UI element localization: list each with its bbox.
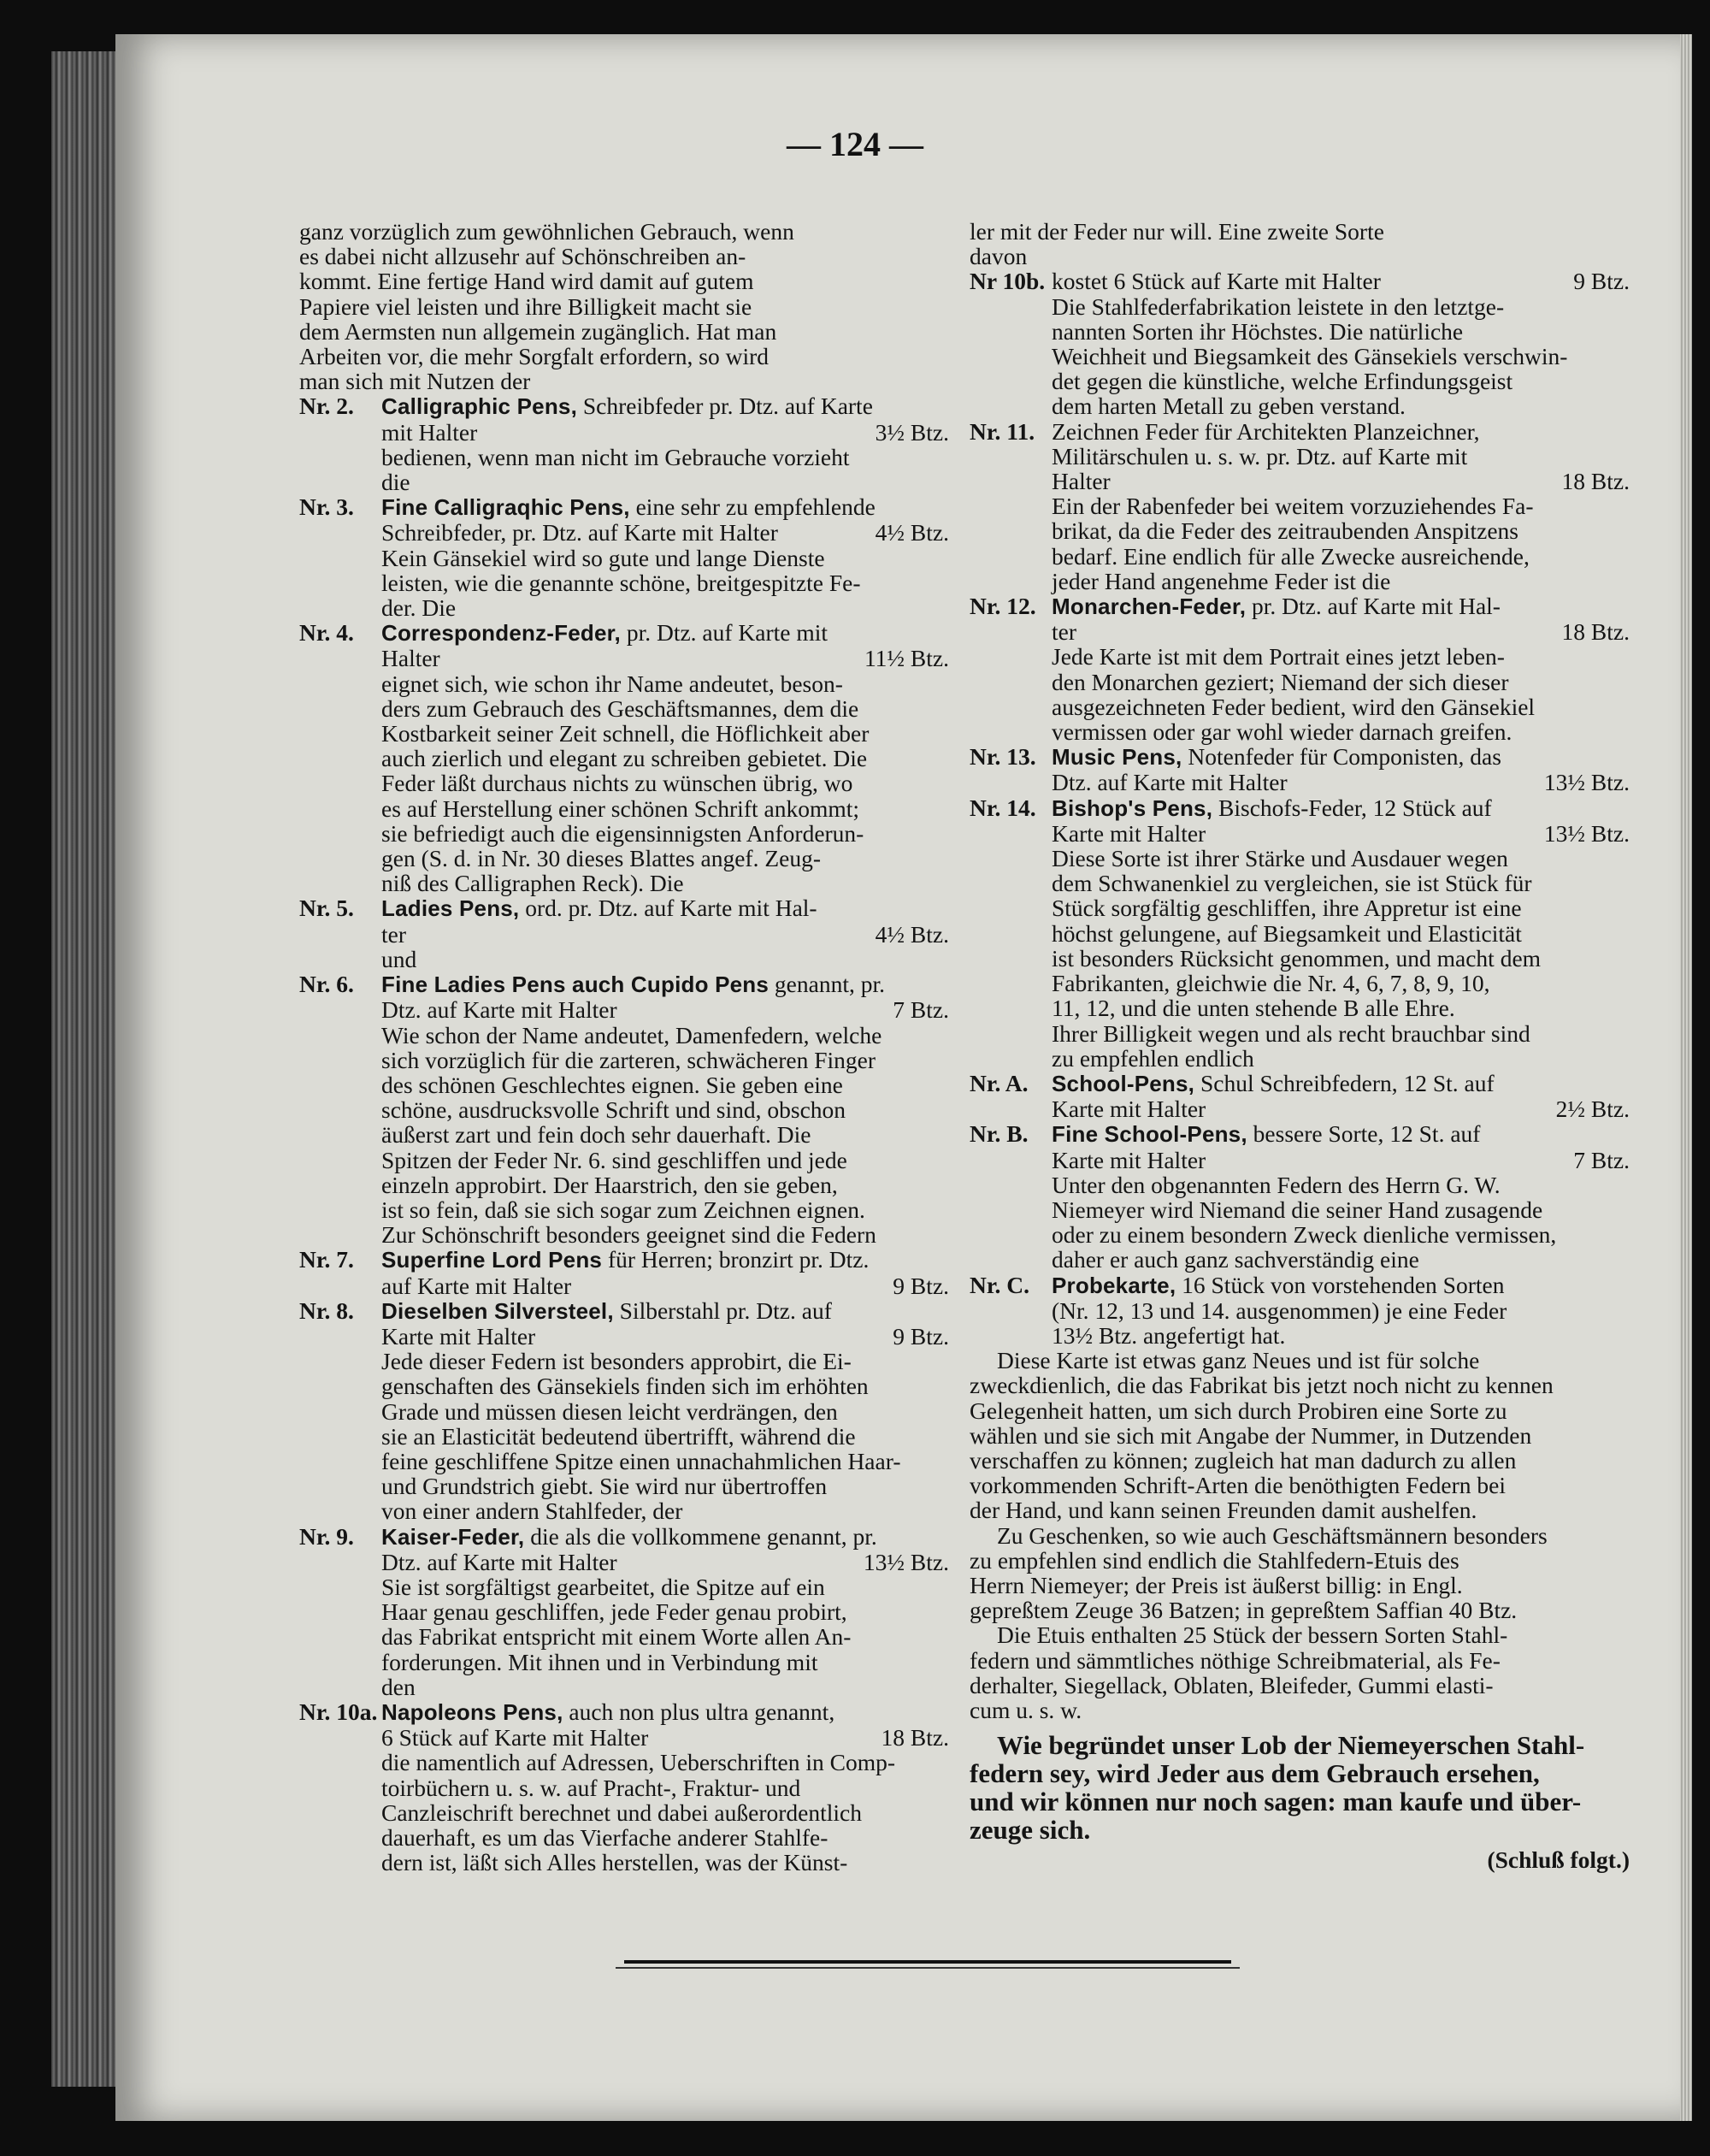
- text-line: leisten, wie die genannte schöne, breitgespitzte Fe-: [381, 569, 861, 596]
- price-label: Schreibfeder, pr. Dtz. auf Karte mit Halter: [381, 519, 778, 546]
- text-line: den Monarchen geziert; Niemand der sich dieser: [1052, 668, 1509, 695]
- paragraph: [970, 1622, 1630, 1722]
- price-line: [381, 997, 949, 1022]
- text-line: Ein der Rabenfeder bei weitem vorzuziehendes Fa-: [1052, 493, 1534, 520]
- text-line: ist so fein, daß sie sich sogar zum Zeichnen eignen.: [381, 1196, 865, 1223]
- footer-rule: [624, 1960, 1231, 1964]
- price-line: [381, 1725, 949, 1750]
- price-line: [1052, 1148, 1630, 1173]
- price-value: 4½ Btz.: [875, 519, 949, 546]
- price-entry: [970, 1273, 1630, 1349]
- price-value: 13½ Btz.: [1543, 769, 1630, 796]
- price-label: kostet 6 Stück auf Karte mit Halter: [1052, 268, 1381, 295]
- text-line: dem harten Metall zu geben verstand.: [1052, 393, 1406, 420]
- text-line: es dabei nicht allzusehr auf Schönschreiben an-: [299, 243, 746, 270]
- text-line: Feder läßt durchaus nichts zu wünschen übrig, wo: [381, 770, 853, 797]
- price-entry: [970, 594, 1630, 744]
- price-label: Karte mit Halter: [1052, 819, 1206, 847]
- entry-heading: [381, 620, 949, 646]
- text-line: ler mit der Feder nur will. Eine zweite Sorte: [970, 218, 1384, 245]
- price-line: [1052, 619, 1630, 644]
- price-label: Dtz. auf Karte mit Halter: [1052, 769, 1288, 796]
- product-name: Dieselben Silversteel,: [381, 1297, 614, 1324]
- text-line: Jede dieser Federn ist besonders approbirt, die Ei-: [381, 1348, 852, 1375]
- text-line: gen (S. d. in Nr. 30 dieses Blattes angef. Zeug-: [381, 845, 821, 872]
- product-name: Napoleons Pens,: [381, 1698, 563, 1725]
- price-entry: [299, 972, 949, 1247]
- price-value: 9 Btz.: [1573, 268, 1630, 295]
- text-line: nannten Sorten ihr Höchstes. Die natürliche: [1052, 317, 1464, 345]
- text-line: auch zierlich und elegant zu schreiben gebietet. Die: [381, 745, 868, 772]
- price-entry: [970, 1121, 1630, 1272]
- price-label: Karte mit Halter: [381, 1322, 536, 1350]
- text-block: [299, 219, 949, 393]
- left-column: [299, 219, 949, 1875]
- entry-heading: [381, 393, 949, 419]
- text-line: höchst gelungene, auf Biegsamkeit und Elasticität: [1052, 919, 1522, 947]
- text-line: der Hand, und kann seinen Freunden damit aushelfen.: [970, 1497, 1477, 1524]
- text-line: verschaffen zu können; zugleich hat man dadurch zu allen: [970, 1446, 1517, 1474]
- product-name: Kaiser-Feder,: [381, 1523, 525, 1550]
- entry-number: Nr. 10a.: [299, 1698, 378, 1725]
- continuation-note: (Schluß folgt.): [1487, 1846, 1630, 1874]
- footer-rule-thin: [616, 1967, 1240, 1969]
- product-name: Monarchen-Feder,: [1052, 594, 1247, 620]
- text-line: davon: [970, 243, 1028, 270]
- text-line: Sie ist sorgfältigst gearbeitet, die Spitze auf ein: [381, 1573, 825, 1600]
- text-line: schöne, ausdrucksvolle Schrift und sind, obschon: [381, 1096, 846, 1124]
- text-line: Grade und müssen diesen leicht verdrängen, den: [381, 1397, 838, 1425]
- text-line: eignet sich, wie schon ihr Name andeutet, beson-: [381, 670, 843, 697]
- text-line: sich vorzüglich für die zarteren, schwächeren Finger: [381, 1046, 876, 1073]
- price-entry: [299, 1699, 949, 1875]
- entry-heading: [1052, 594, 1630, 619]
- text-line: zu empfehlen sind endlich die Stahlfedern-Etuis des: [970, 1546, 1459, 1574]
- product-name: Correspondenz-Feder,: [381, 620, 621, 647]
- entry-desc: 16 Stück von vorstehenden Sorten: [1176, 1271, 1505, 1298]
- text-line: cum u. s. w.: [970, 1696, 1082, 1723]
- text-line: ganz vorzüglich zum gewöhnlichen Gebrauch, wenn: [299, 218, 794, 245]
- entry-number: Nr. B.: [970, 1120, 1029, 1148]
- right-column: [970, 219, 1630, 1872]
- entry-desc: bessere Sorte, 12 St. auf: [1247, 1120, 1481, 1148]
- price-label: Karte mit Halter: [1052, 1096, 1206, 1123]
- product-name: Music Pens,: [1052, 744, 1182, 771]
- text-line: Militärschulen u. s. w. pr. Dtz. auf Karte mit: [1052, 442, 1468, 470]
- price-value: 9 Btz.: [893, 1322, 949, 1350]
- entry-number: Nr 10b.: [970, 268, 1046, 295]
- entry-heading: [1052, 1071, 1630, 1096]
- text-line: die: [381, 469, 410, 496]
- price-line: [381, 1550, 949, 1574]
- product-name: Calligraphic Pens,: [381, 393, 578, 420]
- entry-heading: [381, 494, 949, 520]
- text-line: 11, 12, und die unten stehende B alle Ehre.: [1052, 995, 1455, 1022]
- text-line: brikat, da die Feder des zeitraubenden Anspitzens: [1052, 517, 1518, 545]
- text-block: [970, 219, 1630, 269]
- price-line: [381, 646, 949, 670]
- text-line: man sich mit Nutzen der: [299, 368, 531, 395]
- text-line: dem Schwanenkiel zu vergleichen, sie ist Stück für: [1052, 870, 1532, 897]
- text-line: niß des Calligraphen Reck). Die: [381, 870, 684, 897]
- price-line: [381, 420, 949, 445]
- price-value: 18 Btz.: [1561, 618, 1630, 646]
- price-value: 3½ Btz.: [875, 418, 949, 446]
- text-line: oder zu einem besondern Zweck dienliche vermissen,: [1052, 1221, 1557, 1249]
- entry-heading: [381, 1247, 949, 1273]
- entry-heading: [1052, 1121, 1630, 1147]
- text-line: Stück sorgfältig geschliffen, ihre Appretur ist eine: [1052, 895, 1522, 922]
- entry-number: Nr. 2.: [299, 393, 354, 420]
- text-line: Niemeyer wird Niemand die seiner Hand zusagende: [1052, 1196, 1543, 1223]
- price-line: [1052, 469, 1630, 493]
- text-line: derhalter, Siegellack, Oblaten, Bleifeder, Gummi elasti-: [970, 1671, 1494, 1698]
- page-number: — 124 —: [787, 125, 923, 163]
- entry-heading: [1052, 795, 1630, 821]
- entry-heading: [381, 1699, 949, 1725]
- text-line: Ihrer Billigkeit wegen und als recht brauchbar sind: [1052, 1019, 1530, 1047]
- entry-desc: die als die vollkommene genannt, pr.: [524, 1522, 877, 1550]
- price-entry: [970, 744, 1630, 794]
- text-line: zweckdienlich, die das Fabrikat bis jetzt noch nicht zu kennen: [970, 1372, 1554, 1399]
- text-line: (Nr. 12, 13 und 14. ausgenommen) je eine Feder: [1052, 1297, 1507, 1324]
- price-entry: [299, 1247, 949, 1297]
- product-name: Probekarte,: [1052, 1272, 1176, 1298]
- entry-number: Nr. 12.: [970, 593, 1036, 620]
- entry-desc: Notenfeder für Componisten, das: [1182, 743, 1501, 771]
- text-line: das Fabrikat entspricht mit einem Worte allen An-: [381, 1623, 852, 1651]
- text-line: zu empfehlen endlich: [1052, 1044, 1254, 1072]
- entry-number: Nr. 8.: [299, 1297, 354, 1324]
- text-line: daher er auch ganz sachverständig eine: [1052, 1246, 1419, 1273]
- text-line: Arbeiten vor, die mehr Sorgfalt erfordern, so wird: [299, 343, 769, 370]
- paragraph: [970, 1348, 1630, 1522]
- entry-number: Nr. 6.: [299, 971, 354, 998]
- text-line: Papiere viel leisten und ihre Billigkeit macht sie: [299, 292, 752, 320]
- text-line: dern ist, läßt sich Alles herstellen, was der Künst-: [381, 1849, 848, 1876]
- text-line: Weichheit und Biegsamkeit des Gänsekiels verschwin-: [1052, 343, 1568, 370]
- entry-heading: [1052, 419, 1630, 444]
- price-label: mit Halter: [381, 418, 478, 446]
- price-value: 7 Btz.: [893, 996, 949, 1024]
- text-line: Diese Karte ist etwas ganz Neues und ist für solche: [997, 1347, 1480, 1374]
- text-line: Unter den obgenannten Federn des Herrn G. W.: [1052, 1171, 1501, 1198]
- entry-desc: ord. pr. Dtz. auf Karte mit Hal-: [519, 895, 817, 922]
- price-entry: [970, 419, 1630, 594]
- text-line: ders zum Gebrauch des Geschäftsmannes, dem die: [381, 694, 859, 722]
- text-line: toirbüchern u. s. w. auf Pracht-, Fraktur- und: [381, 1774, 801, 1801]
- text-line: bedienen, wenn man nicht im Gebrauche vorzieht: [381, 443, 850, 470]
- price-label: 6 Stück auf Karte mit Halter: [381, 1724, 649, 1751]
- price-entry: [970, 1071, 1630, 1121]
- text-line: feine geschliffene Spitze einen unnachahmlichen Haar-: [381, 1447, 901, 1474]
- entry-desc: pr. Dtz. auf Karte mit: [620, 619, 828, 647]
- price-value: 2½ Btz.: [1555, 1096, 1630, 1123]
- text-line: es auf Herstellung einer schönen Schrift ankommt;: [381, 794, 860, 822]
- price-line: [381, 922, 949, 947]
- price-label: ter: [381, 920, 407, 948]
- product-name: Fine School-Pens,: [1052, 1121, 1247, 1148]
- entry-number: Nr. 5.: [299, 895, 354, 922]
- text-line: gepreßtem Zeuge 36 Batzen; in gepreßtem Saffian 40 Btz.: [970, 1597, 1518, 1624]
- price-line: [1052, 269, 1630, 293]
- text-line: des schönen Geschlechtes eignen. Sie geben eine: [381, 1071, 843, 1098]
- text-line: Canzleischrift berechnet und dabei außerordentlich: [381, 1799, 862, 1826]
- text-line: Fabrikanten, gleichwie die Nr. 4, 6, 7, 8, 9, 10,: [1052, 970, 1490, 997]
- entry-number: Nr. 7.: [299, 1246, 354, 1273]
- price-entry: [299, 1298, 949, 1524]
- entry-desc: Zeichnen Feder für Architekten Planzeichner,: [1052, 417, 1480, 445]
- entry-desc: auch non plus ultra genannt,: [563, 1698, 835, 1725]
- text-line: ist besonders Rücksicht genommen, und macht dem: [1052, 944, 1542, 972]
- product-name: Fine Calligraqhic Pens,: [381, 494, 630, 521]
- entry-number: Nr. 3.: [299, 493, 354, 521]
- price-value: 18 Btz.: [1561, 468, 1630, 495]
- text-line: einzeln approbirt. Der Haarstrich, den sie geben,: [381, 1171, 838, 1198]
- entry-desc: Schreibfeder pr. Dtz. auf Karte: [577, 393, 873, 420]
- text-line: sie befriedigt auch die eigensinnigsten Anforderun-: [381, 819, 864, 847]
- price-value: 9 Btz.: [893, 1272, 949, 1299]
- price-label: auf Karte mit Halter: [381, 1272, 572, 1299]
- entry-heading: [381, 1524, 949, 1550]
- text-line: Gelegenheit hatten, um sich durch Probiren eine Sorte zu: [970, 1397, 1507, 1424]
- text-line: dauerhaft, es um das Vierfache anderer Stahlfe-: [381, 1824, 828, 1851]
- text-line: Zu Geschenken, so wie auch Geschäftsmännern besonders: [997, 1521, 1548, 1549]
- text-line: Jede Karte ist mit dem Portrait eines jetzt leben-: [1052, 643, 1505, 670]
- entry-number: Nr. A.: [970, 1069, 1029, 1096]
- text-line: sie an Elasticität bedeutend übertrifft, während die: [381, 1422, 856, 1450]
- product-name: Ladies Pens,: [381, 895, 520, 922]
- text-line: Haar genau geschliffen, jede Feder genau probirt,: [381, 1598, 847, 1626]
- entry-desc: Silberstahl pr. Dtz. auf: [613, 1297, 832, 1324]
- price-value: 7 Btz.: [1573, 1146, 1630, 1173]
- text-line: und Grundstrich giebt. Sie wird nur übertroffen: [381, 1473, 828, 1500]
- text-line: ausgezeichneten Feder bedient, wird den Gänsekiel: [1052, 693, 1536, 720]
- price-entry: [970, 269, 1630, 418]
- entry-desc: eine sehr zu empfehlende: [629, 493, 876, 521]
- price-entry: [299, 620, 949, 895]
- price-line: [381, 520, 949, 545]
- product-name: School-Pens,: [1052, 1070, 1195, 1096]
- text-line: kommt. Eine fertige Hand wird damit auf gutem: [299, 268, 754, 295]
- entry-heading: [1052, 1273, 1630, 1298]
- text-line: Diese Sorte ist ihrer Stärke und Ausdauer wegen: [1052, 845, 1508, 872]
- page-edge: [1680, 34, 1692, 2121]
- entry-heading: [381, 1298, 949, 1324]
- price-label: Dtz. auf Karte mit Halter: [381, 1548, 617, 1575]
- text-line: wählen und sie sich mit Angabe der Nummer, in Dutzenden: [970, 1421, 1532, 1449]
- entry-number: Nr. 9.: [299, 1522, 354, 1550]
- price-line: [381, 1324, 949, 1349]
- text-line: Herrn Niemeyer; der Preis ist äußerst billig: in Engl.: [970, 1571, 1463, 1598]
- text-line: zeuge sich.: [970, 1815, 1091, 1846]
- entry-heading: [1052, 744, 1630, 770]
- entry-desc: genannt, pr.: [769, 971, 885, 998]
- text-line: jeder Hand angenehme Feder ist die: [1052, 567, 1391, 594]
- price-entry: [299, 1524, 949, 1699]
- text-line: der. Die: [381, 594, 457, 622]
- price-line: [1052, 770, 1630, 794]
- product-name: Bishop's Pens,: [1052, 794, 1213, 821]
- price-entry: [299, 393, 949, 494]
- text-line: 13½ Btz. angefertigt hat.: [1052, 1321, 1286, 1349]
- text-line: Die Stahlfederfabrikation leistete in den letztge-: [1052, 292, 1505, 320]
- product-name: Fine Ladies Pens auch Cupido Pens: [381, 972, 770, 998]
- entry-number: Nr. 11.: [970, 417, 1035, 445]
- text-line: Kein Gänsekiel wird so gute und lange Dienste: [381, 544, 825, 571]
- text-line: Spitzen der Feder Nr. 6. sind geschliffen und jede: [381, 1146, 847, 1173]
- entry-desc: pr. Dtz. auf Karte mit Hal-: [1246, 593, 1501, 620]
- text-line: Die Etuis enthalten 25 Stück der bessern Sorten Stahl-: [997, 1621, 1508, 1649]
- price-line: [381, 1273, 949, 1298]
- entry-heading: [381, 972, 949, 997]
- text-line: dem Aermsten nun allgemein zugänglich. Hat man: [299, 317, 777, 345]
- price-value: 11½ Btz.: [864, 645, 949, 672]
- entry-number: Nr. 14.: [970, 794, 1036, 821]
- entry-number: Nr. 4.: [299, 619, 354, 647]
- text-line: genschaften des Gänsekiels finden sich im erhöhten: [381, 1373, 869, 1400]
- price-value: 4½ Btz.: [875, 920, 949, 948]
- text-line: det gegen die künstliche, welche Erfindungsgeist: [1052, 368, 1513, 395]
- text-line: federn sey, wird Jeder aus dem Gebrauch ersehen,: [970, 1758, 1540, 1789]
- text-line: den: [381, 1673, 416, 1700]
- text-line: und: [381, 945, 417, 972]
- text-line: Wie schon der Name andeutet, Damenfedern, welche: [381, 1021, 882, 1048]
- text-line: Zur Schönschrift besonders geeignet sind die Federn: [381, 1221, 876, 1249]
- text-line: die namentlich auf Adressen, Ueberschriften in Comp-: [381, 1749, 895, 1776]
- text-line: von einer andern Stahlfeder, der: [381, 1497, 683, 1525]
- price-entry: [970, 795, 1630, 1071]
- price-label: Halter: [1052, 468, 1111, 495]
- price-value: 13½ Btz.: [863, 1548, 949, 1575]
- entry-number: Nr. 13.: [970, 743, 1036, 771]
- text-line: und wir können nur noch sagen: man kaufe und über-: [970, 1787, 1582, 1817]
- entry-desc: für Herren; bronzirt pr. Dtz.: [602, 1246, 870, 1273]
- entry-heading: [381, 895, 949, 921]
- text-line: äußerst zart und fein doch sehr dauerhaft. Die: [381, 1121, 811, 1149]
- closing-statement: [970, 1731, 1630, 1844]
- price-label: Halter: [381, 645, 440, 672]
- text-line: vorkommenden Schrift-Arten die benöthigten Federn bei: [970, 1472, 1506, 1499]
- price-label: ter: [1052, 618, 1077, 646]
- price-entry: [299, 494, 949, 620]
- price-line: [1052, 1096, 1630, 1121]
- entry-number: Nr. C.: [970, 1271, 1030, 1298]
- price-value: 13½ Btz.: [1543, 819, 1630, 847]
- text-line: bedarf. Eine endlich für alle Zwecke ausreichende,: [1052, 542, 1530, 570]
- price-line: [1052, 821, 1630, 846]
- price-label: Karte mit Halter: [1052, 1146, 1206, 1173]
- text-line: Wie begründet unser Lob der Niemeyerschen Stahl-: [997, 1730, 1585, 1761]
- entry-desc: Schul Schreibfedern, 12 St. auf: [1194, 1069, 1495, 1096]
- text-line: federn und sämmtliches nöthige Schreibmaterial, als Fe-: [970, 1646, 1501, 1674]
- price-entry: [299, 895, 949, 972]
- price-label: Dtz. auf Karte mit Halter: [381, 996, 617, 1024]
- text-line: Kostbarkeit seiner Zeit schnell, die Höflichkeit aber: [381, 720, 870, 747]
- price-value: 18 Btz.: [881, 1724, 949, 1751]
- text-line: vermissen oder gar wohl wieder darnach greifen.: [1052, 718, 1512, 746]
- paragraph: [970, 1523, 1630, 1623]
- entry-desc: Bischofs-Feder, 12 Stück auf: [1212, 794, 1492, 821]
- text-line: forderungen. Mit ihnen und in Verbindung mit: [381, 1648, 818, 1675]
- product-name: Superfine Lord Pens: [381, 1247, 603, 1273]
